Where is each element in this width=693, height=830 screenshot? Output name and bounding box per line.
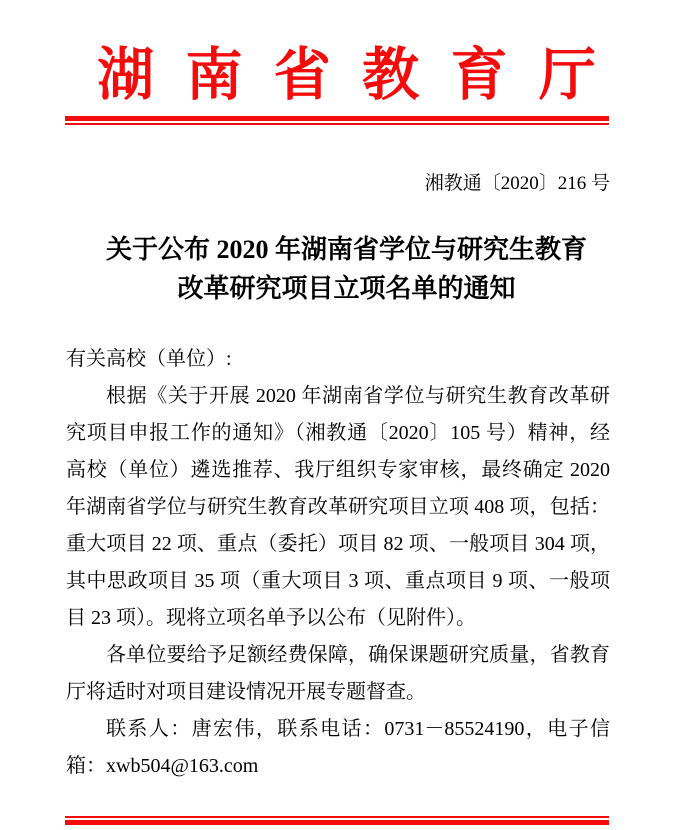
document-number: 湘教通〔2020〕216 号 (424, 173, 610, 194)
issuing-agency-title: 湖南省教育厅 (97, 44, 628, 107)
footer-divider-thin-line (65, 816, 609, 818)
header-divider (65, 116, 609, 125)
notice-title-line2: 改革研究项目立项名单的通知 (177, 274, 516, 303)
footer-divider (65, 816, 609, 825)
header-divider-thin-line (65, 123, 609, 125)
header-divider-thick-line (65, 116, 609, 121)
notice-title (0, 230, 693, 308)
notice-body (66, 341, 610, 785)
footer-divider-thick-line (65, 820, 609, 825)
notice-title-line1: 关于公布 2020 年湖南省学位与研究生教育 (105, 235, 587, 264)
salutation: 有关高校（单位）: (66, 348, 232, 370)
body-paragraph-contact: 联系人：唐宏伟，联系电话：0731－85524190，电子信箱：xwb504@163.com (66, 718, 610, 777)
body-paragraph-requirements: 各单位要给予足额经费保障，确保课题研究质量，省教育厅将适时对项目建设情况开展专题督查。 (66, 644, 610, 703)
body-paragraph-basis: 根据《关于开展 2020 年湖南省学位与研究生教育改革研究项目申报工作的通知》（湘教通〔2020〕105 号）精神，经高校（单位）遴选推荐、我厅组织专家审核，最终确定 2020 年湖南省学位与研究生教育改革研究项目立项 408 项，包括：重大项目 22 项、重点（委托）项目 82 项、一般项目 304 项，其中思政项目 35 项（重大项目 3 项、重点项目 9 项、一般项目 23 项）。现将立项名单予以公布（见附件）。 (66, 385, 610, 629)
